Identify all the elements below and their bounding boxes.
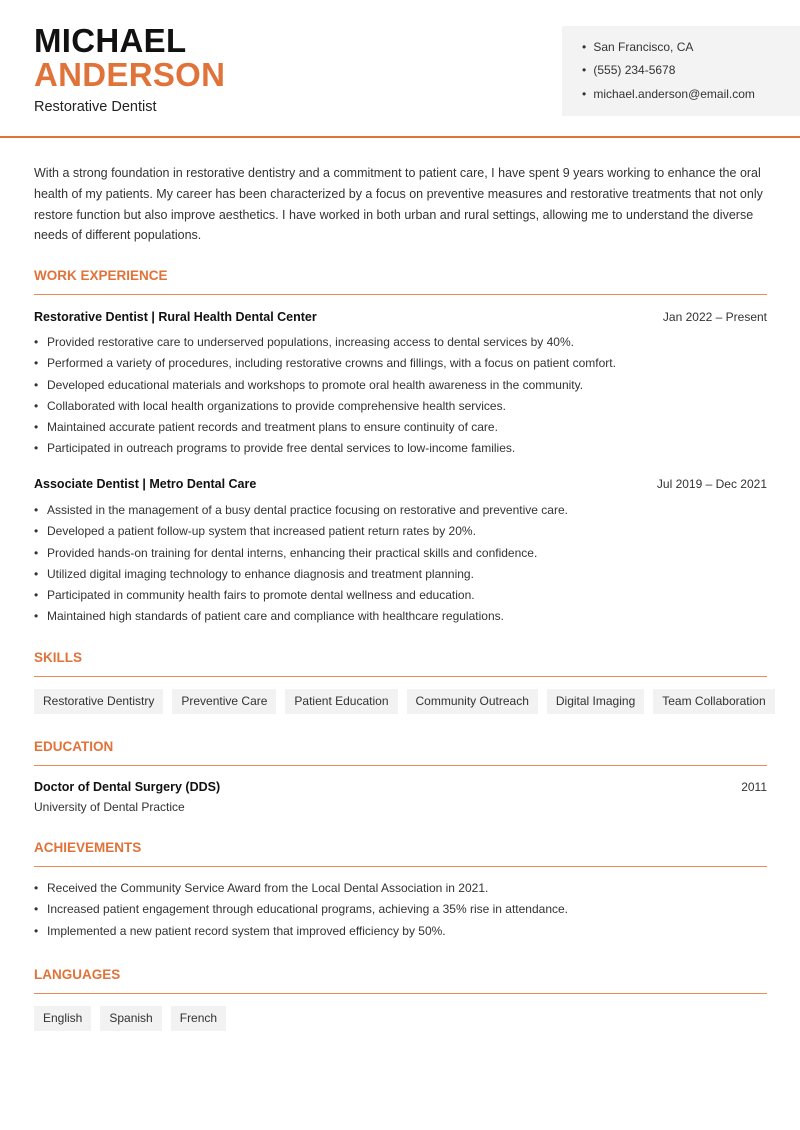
section-heading-achievements: ACHIEVEMENTS (34, 840, 767, 867)
contact-location-text: San Francisco, CA (593, 40, 694, 54)
professional-title: Restorative Dentist (34, 99, 157, 115)
skill-chip: Community Outreach (407, 689, 538, 714)
section-heading-education: EDUCATION (34, 739, 767, 766)
job-dates-2: Jul 2019 – Dec 2021 (656, 477, 767, 491)
skill-chip: Team Collaboration (653, 689, 774, 714)
job-title-1: Restorative Dentist | Rural Health Dental Center (34, 310, 317, 324)
job-bullet: • Assisted in the management of a busy dental practice focusing on restorative and preventive care. (34, 500, 768, 521)
contact-phone-text: (555) 234-5678 (593, 63, 676, 77)
job-bullet: • Participated in outreach programs to provide free dental services to low-income families. (34, 438, 768, 459)
school-name: University of Dental Practice (34, 800, 185, 814)
achievement-item: • Increased patient engagement through educational programs, achieving a 35% rise in attendance. (34, 899, 768, 920)
job-bullet: • Maintained accurate patient records and treatment plans to ensure continuity of care. (34, 417, 768, 438)
language-chip: Spanish (100, 1006, 161, 1031)
achievement-item: • Received the Community Service Award from the Local Dental Association in 2021. (34, 878, 768, 899)
job-bullet: • Developed educational materials and workshops to promote oral health awareness in the community. (34, 375, 768, 396)
contact-email (582, 87, 755, 101)
contact-email-text: michael.anderson@email.com (593, 87, 755, 101)
last-name: ANDERSON (34, 56, 226, 93)
contact-phone (582, 63, 675, 77)
first-name: MICHAEL (34, 22, 187, 59)
skill-chip: Preventive Care (172, 689, 276, 714)
job-dates-1: Jan 2022 – Present (662, 310, 767, 324)
job-bullet: • Maintained high standards of patient care and compliance with healthcare regulations. (34, 606, 768, 627)
job-bullet: • Performed a variety of procedures, including restorative crowns and fillings, with a focus on patient comfort. (34, 353, 768, 374)
job-bullet: • Utilized digital imaging technology to enhance diagnosis and treatment planning. (34, 564, 768, 585)
bullet-icon: • (582, 87, 587, 101)
resume-header (0, 0, 800, 138)
profile-summary: With a strong foundation in restorative dentistry and a commitment to patient care, I have spent 9 years working to enhance the oral health of my patients. My career has been characterized by a focus on preventive measures and restorative treatments that not only restore function but also improve aesthetics. I have worked in both urban and rural settings, allowing me to understand the diverse needs of different populations. (34, 166, 763, 243)
languages-list (34, 1006, 226, 1031)
skill-chip: Patient Education (285, 689, 397, 714)
skills-list (34, 689, 775, 714)
skill-chip: Restorative Dentistry (34, 689, 163, 714)
language-chip: English (34, 1006, 91, 1031)
section-heading-languages: LANGUAGES (34, 967, 767, 994)
graduation-year: 2011 (741, 780, 767, 794)
job-bullet: • Provided restorative care to underserved populations, increasing access to dental services by 40%. (34, 332, 768, 353)
section-heading-work-experience: WORK EXPERIENCE (34, 268, 767, 295)
job-bullet: • Participated in community health fairs to promote dental wellness and education. (34, 585, 768, 606)
contact-location (582, 40, 693, 54)
bullet-icon: • (582, 40, 587, 54)
job-title-2: Associate Dentist | Metro Dental Care (34, 477, 257, 491)
job-bullets-2 (34, 500, 768, 628)
job-bullets-1 (34, 332, 768, 460)
job-bullet: • Provided hands-on training for dental interns, enhancing their practical skills and confidence. (34, 543, 768, 564)
contact-box (562, 26, 800, 116)
bullet-icon: • (582, 63, 587, 77)
job-bullet: • Developed a patient follow-up system that increased patient return rates by 20%. (34, 521, 768, 542)
skill-chip: Digital Imaging (547, 689, 644, 714)
section-heading-skills: SKILLS (34, 650, 767, 677)
job-bullet: • Collaborated with local health organizations to provide comprehensive health services. (34, 396, 768, 417)
achievement-item: • Implemented a new patient record system that improved efficiency by 50%. (34, 921, 768, 942)
degree-title: Doctor of Dental Surgery (DDS) (34, 780, 221, 794)
language-chip: French (171, 1006, 226, 1031)
achievement-list (34, 878, 768, 942)
